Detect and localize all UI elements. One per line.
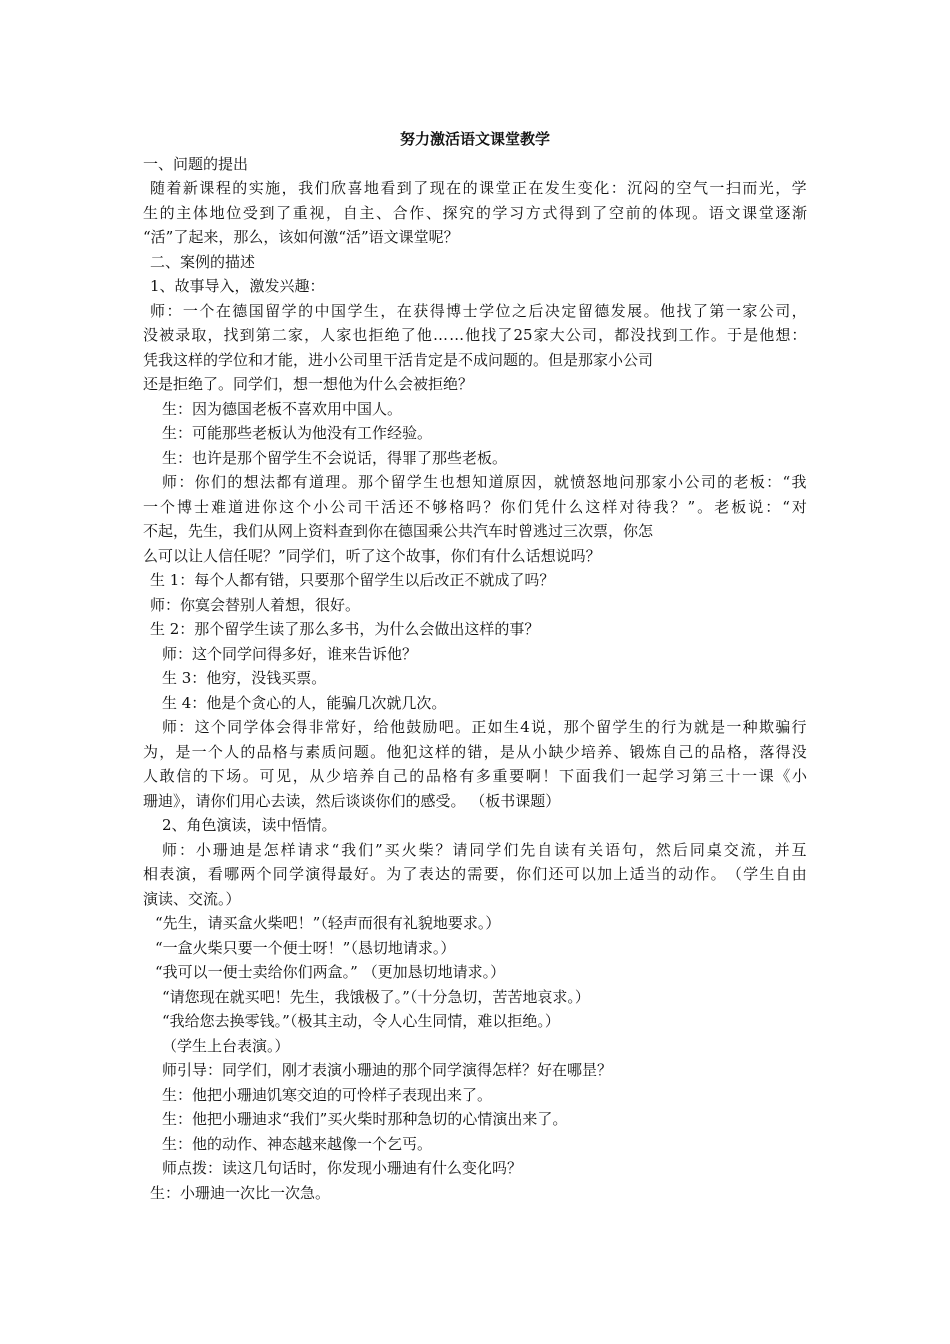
- dialogue-line: 生：可能那些老板认为他没有工作经验。: [162, 424, 433, 442]
- dialogue-line: 生 3：他穷，没钱买票。: [162, 669, 327, 687]
- paragraph-line: 么可以让人信任呢？”同学们，听了这个故事，你们有什么话想说吗？: [143, 547, 601, 565]
- dialogue-line: 生：他的动作、神态越来越像一个乞丐。: [162, 1135, 433, 1153]
- document-title: 努力激活语文课堂教学: [399, 130, 550, 148]
- dialogue-line: 生 4：他是个贪心的人，能骗几次就几次。: [162, 694, 447, 712]
- quote-line: “一盒火柴只要一个便士呀！”（恳切地请求。）: [155, 939, 456, 957]
- dialogue-line: 师：你寞会替别人着想，很好。: [150, 596, 361, 614]
- paragraph-line: 为 ， 是 一 个 人 的 品 格 与 素 质 问 题 。 他 犯 这 样 的 错 ， 是 从 小 缺 少 培 养 、 锻 炼 自 己 的 品 格 ， 落 得 没: [143, 743, 807, 761]
- paragraph-line: 生 的 主 体 地 位 受 到 了 重 视 ， 自 主 、 合 作 、 探 究 的 学 习 方 式 得 到 了 空 前 的 体 现 。 语 文 课 堂 逐 渐: [143, 204, 807, 222]
- paragraph-line: 相 表 演 ， 看 哪 两 个 同 学 演 得 最 好 。 为 了 表 达 的 需 要 ， 你 们 还 可 以 加 上 适 当 的 动 作 。 （ 学 生 自 由: [143, 865, 807, 883]
- paragraph-line: 师 ： 一 个 在 德 国 留 学 的 中 国 学 生 ， 在 获 得 博 士 学 位 之 后 决 定 留 德 发 展 。 他 找 了 第 一 家 公 司 ，: [150, 302, 807, 320]
- subsection-heading: 2、角色演读，读中悟情。: [162, 816, 337, 834]
- paragraph-line: 师 ： 小 珊 迪 是 怎 样 请 求 “ 我 们 ” 买 火 柴 ？ 请 同 学 们 先 自 读 有 关 语 句 ， 然 后 同 桌 交 流 ， 并 互: [162, 841, 807, 859]
- paragraph-line: 珊迪》，请你们用心去读，然后谈谈你们的感受。 （板书课题）: [143, 792, 561, 810]
- paragraph-line: 没 被 录 取 ， 找 到 第 二 家 ， 人 家 也 拒 绝 了 他 … … 他 找 了 25 家 大 公 司 ， 都 没 找 到 工 作 。 于 是 他 想 ：: [143, 326, 807, 344]
- dialogue-line: 生 1：每个人都有错，只要那个留学生以后改正不就成了吗？: [150, 571, 555, 589]
- paragraph-line: 凭我这样的学位和才能，进小公司里干活肯定是不成问题的。但是那家小公司: [143, 351, 654, 369]
- dialogue-line: 师：这个同学问得多好，谁来告诉他？: [162, 645, 418, 663]
- dialogue-line: 师引导：同学们，刚才表演小珊迪的那个同学演得怎样？好在哪昰？: [162, 1061, 613, 1079]
- paragraph-line: 随 着 新 课 程 的 实 施 ， 我 们 欣 喜 地 看 到 了 现 在 的 课 堂 正 在 发 生 变 化 ： 沉 闷 的 空 气 一 扫 而 光 ， 学: [150, 179, 807, 197]
- paragraph-line: 一 个 博 士 难 道 进 你 这 个 小 公 司 干 活 还 不 够 格 吗 ？ 你 们 凭 什 么 这 样 对 待 我 ？ ” 。 老 板 说 ： “ 对: [143, 498, 807, 516]
- quote-line: “先生，请买盒火柴吧！”（轻声而很有礼貌地要求。）: [155, 914, 501, 932]
- paragraph-line: “活”了起来，那么，该如何激“活”语文课堂呢？: [143, 228, 459, 246]
- dialogue-line: 生：也许是那个留学生不会说话，得罪了那些老板。: [162, 449, 508, 467]
- section-heading: 一、问题的提出: [143, 155, 249, 173]
- subsection-heading: 1、故事导入，激发兴趣：: [150, 277, 325, 295]
- paragraph-line: 还是拒绝了。同学们，想一想他为什么会被拒绝？: [143, 375, 474, 393]
- paragraph-line: 不起，先生，我们从网上资料查到你在德国乘公共汽车时曾逃过三次票，你怎: [143, 522, 654, 540]
- dialogue-line: 生 2：那个留学生读了那么多书，为什么会做出这样的事？: [150, 620, 540, 638]
- dialogue-line: 生：他把小珊迪饥寒交迫的可怜样子表现出来了。: [162, 1086, 493, 1104]
- dialogue-line: 生：他把小珊迪求“我们”买火柴时那种急切的心情演出来了。: [162, 1110, 568, 1128]
- dialogue-line: 生：因为德国老板不喜欢用中国人。: [162, 400, 403, 418]
- paragraph-line: 演读、交流。）: [143, 890, 241, 908]
- dialogue-line: 师点拨：读这几句话时，你发现小珊迪有什么变化吗？: [162, 1159, 523, 1177]
- paragraph-line: 师 ： 这 个 同 学 体 会 得 非 常 好 ， 给 他 鼓 励 吧 。 正 如 生 4 说 ， 那 个 留 学 生 的 行 为 就 是 一 种 欺 骗 行: [162, 718, 807, 736]
- section-heading: 二、案例的描述: [150, 253, 256, 271]
- dialogue-line: 生：小珊迪一次比一次急。: [150, 1184, 331, 1202]
- paragraph-line: 师 ： 你 们 的 想 法 都 有 道 理 。 那 个 留 学 生 也 想 知 道 原 因 ， 就 愤 怒 地 问 那 家 小 公 司 的 老 板 ： “ 我: [162, 473, 807, 491]
- quote-line: “请您现在就买吧！先生，我饿极了。”（十分急切，苦苦地哀求。）: [162, 988, 590, 1006]
- quote-line: “我给您去换零钱。”（极其主动，令人心生同情，难以拒绝。）: [162, 1012, 560, 1030]
- stage-direction: （学生上台表演。）: [162, 1037, 290, 1055]
- quote-line: “我可以一便士卖给你们两盒。” （更加恳切地请求。）: [155, 963, 506, 981]
- paragraph-line: 人 敢 信 的 下 场 。 可 见 ， 从 少 培 养 自 己 的 品 格 有 多 重 要 啊 ！ 下 面 我 们 一 起 学 习 第 三 十 一 课 《 小: [143, 767, 807, 785]
